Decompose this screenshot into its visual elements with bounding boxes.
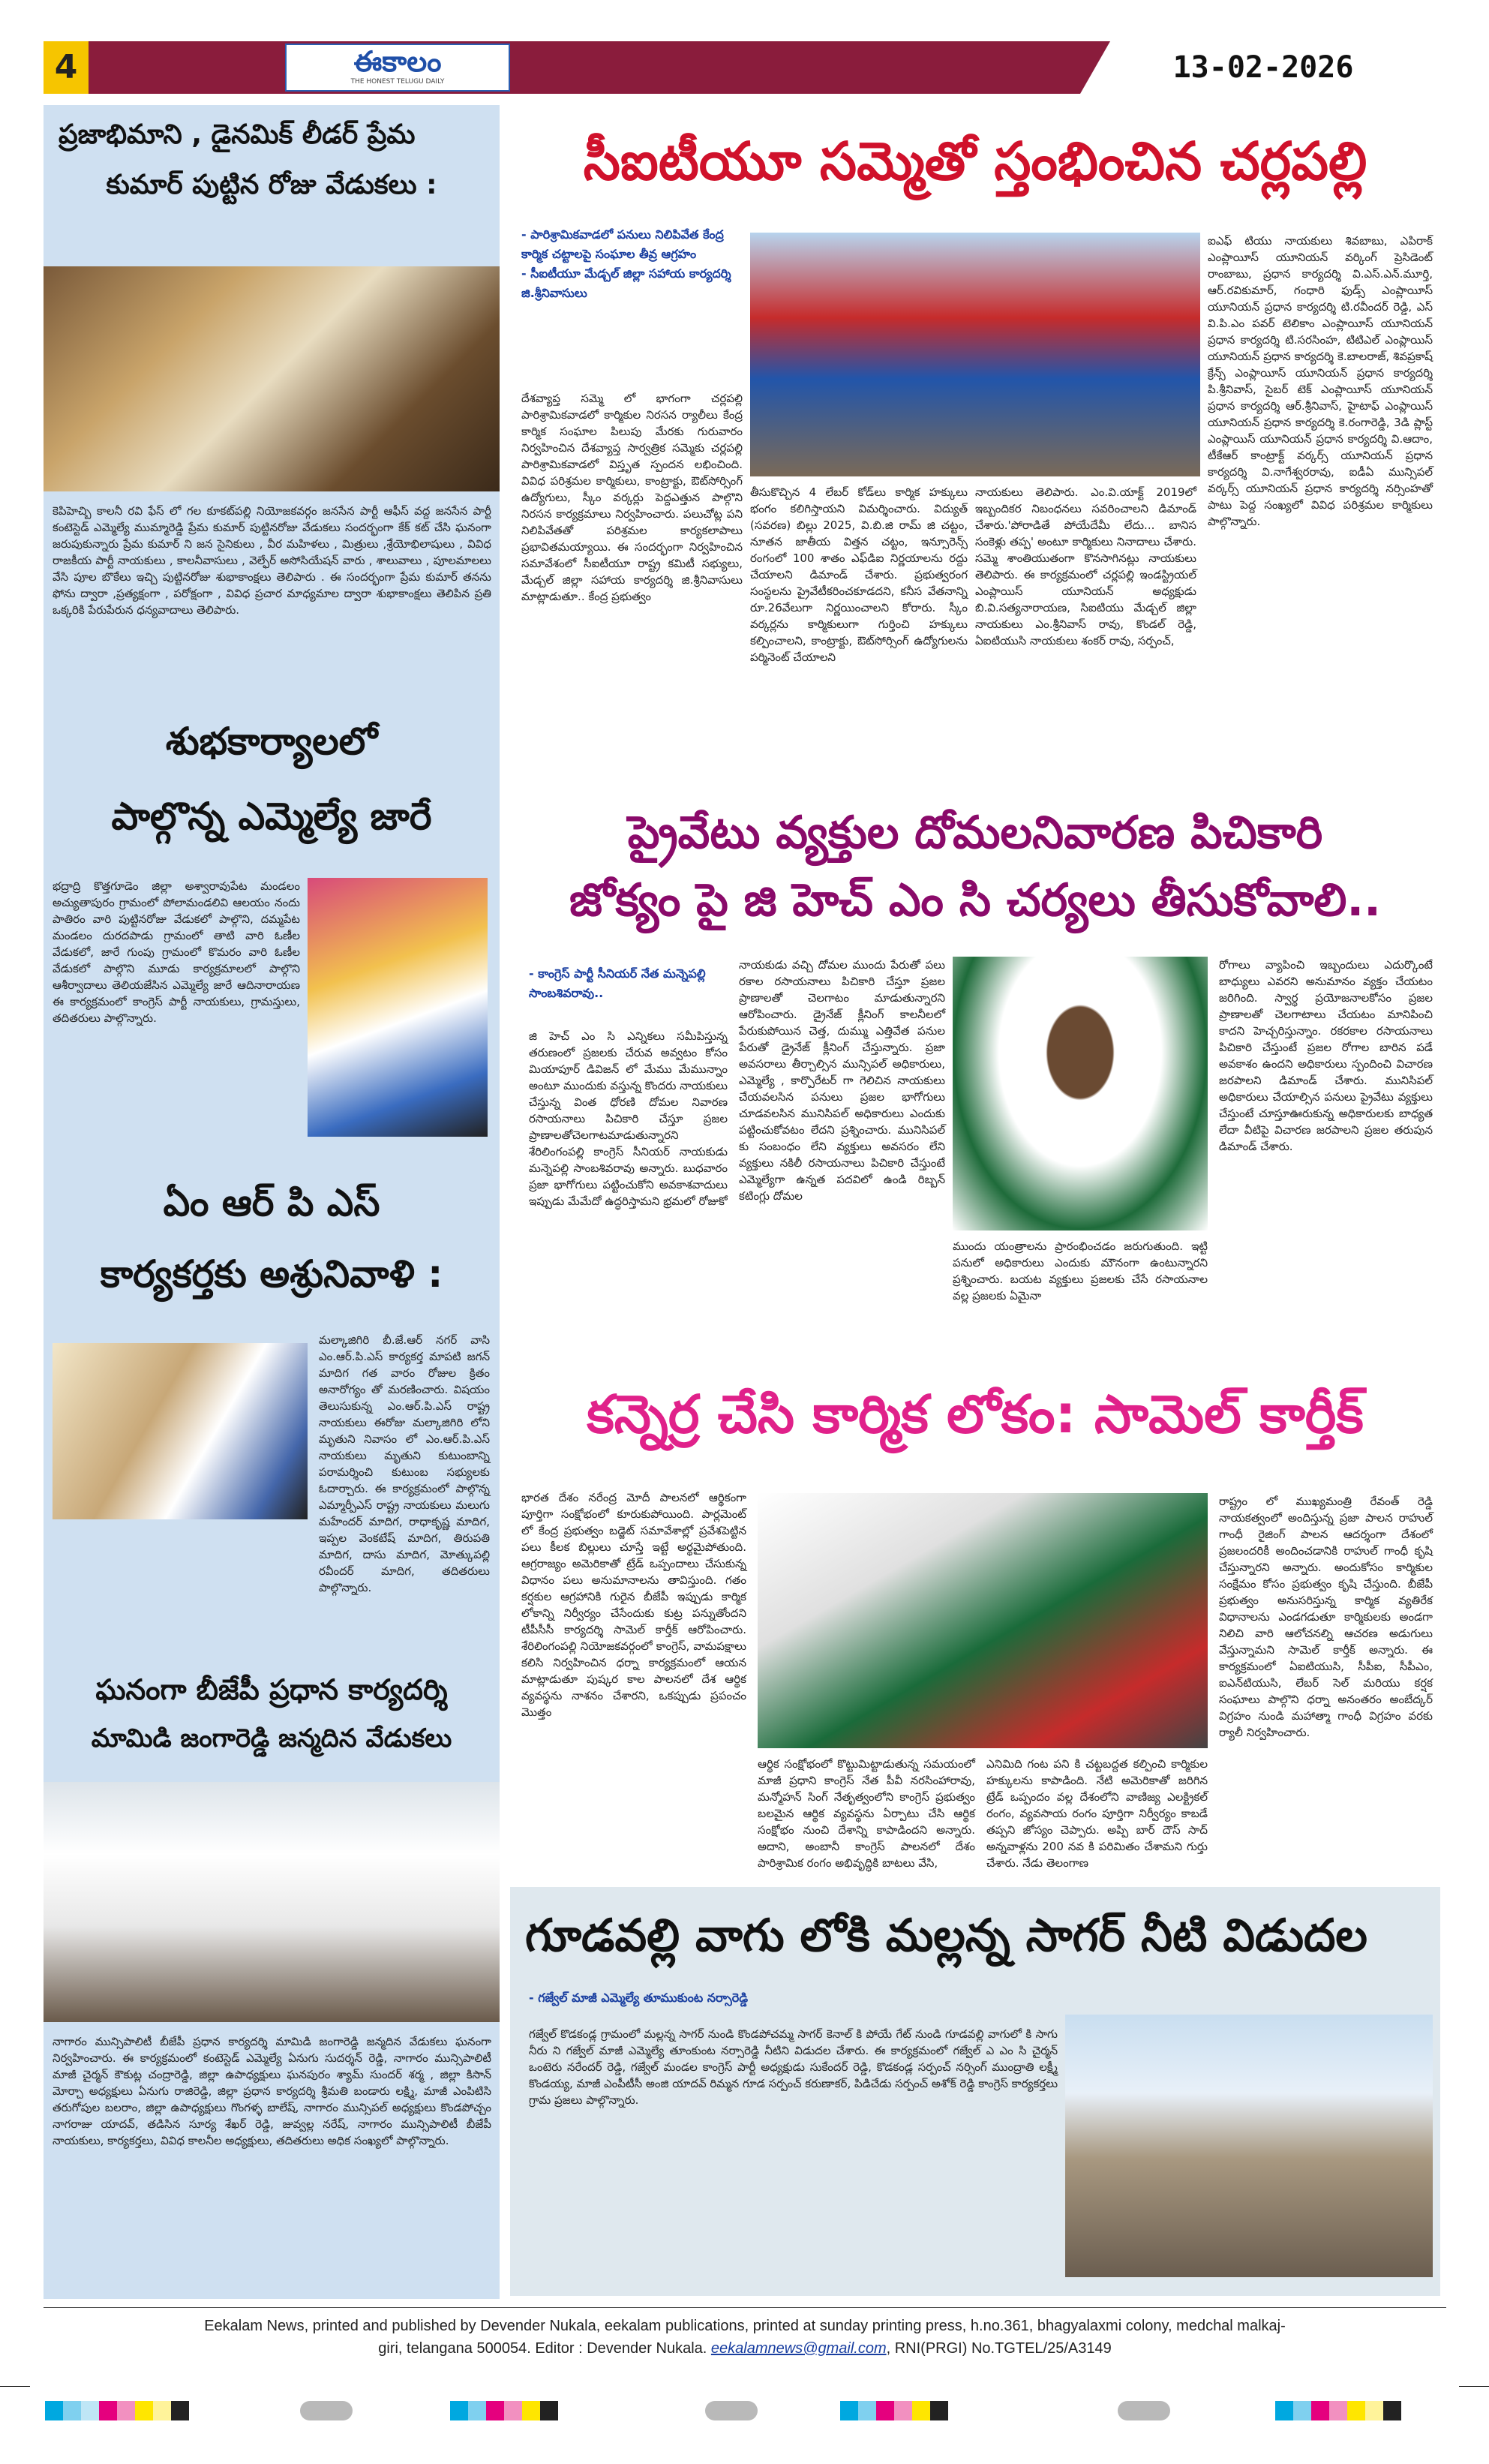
issue-date: 13-02-2026	[1080, 41, 1446, 94]
main-story4-headline: గూడవల్లి వాగు లోకి మల్లన్న సాగర్ నీటి విడుదల	[525, 1910, 1367, 1962]
main-story1-photo	[750, 233, 1200, 476]
main-story1-bullet-2: - సీఐటీయూ మేడ్చల్ జిల్లా సహాయ కార్యదర్శి జి.శ్రీనివాసులు	[521, 264, 746, 303]
main-story2-headline-1: ప్రైవేటు వ్యక్తుల దోమలనివారణ పిచికారి	[627, 807, 1323, 859]
main-story2-headline-2: జోక్యం పై జి హెచ్ ఎం సి చర్యలు తీసుకోవాలి..	[569, 874, 1381, 927]
sidebar-story2-headline-2: పాల్గొన్న ఎమ్మెల్యే జారే	[111, 795, 432, 838]
color-bar-mid-1	[450, 2401, 558, 2420]
logo-text: ఈకాలం	[353, 45, 442, 78]
sidebar-story3-headline-2: కార్యకర్తకు అశ్రునివాళి :	[100, 1252, 443, 1296]
main-story2-portrait	[953, 957, 1208, 1230]
imprint-line-1: Eekalam News, printed and published by Devender Nukala, eekalam publications, printed at sunday printing press, h.no.361, bhagyalaxmi colony, medchal malkaj-	[204, 2318, 1286, 2334]
main-story1-headline: సీఐటీయూ సమ్మెతో స్తంభించిన చర్లపల్లి	[583, 131, 1367, 192]
main-story1-col3: నాయకులు తెలిపారు. ఎం.వి.యాక్ట్ 2019లో ఇబ్బందికర నిబంధనలు సవరించాలని డిమాండ్ చేశారు.'పోరాడితే పోయేదేమీ లేదు... బానిస సంకెళ్లు తప్ప' అంటూ కార్మికులు నినాదాలు చేశారు. సమ్మె శాంతియుతంగా కొనసాగినట్లు నాయకులు తెలిపారు. ఈ కార్యక్రమంలో చర్లపల్లి ఇండస్ట్రియల్ ఎంప్లాయిస్ యూనియన్ అధ్యక్షుడు బి.వి.సత్యనారాయణ, సిఐటియు మేడ్చల్ జిల్లా నాయకులు ఎం.శ్రీనివాస్ రావు, కొండల్ రెడ్డి, ఏఐటియుసి నాయకులు శంకర్ రావు, సర్పంచ్,	[975, 485, 1196, 648]
main-story3-col4: రాష్ట్రం లో ముఖ్యమంత్రి రేవంత్ రెడ్డి నాయకత్వంలో అందిస్తున్న ప్రజా పాలన రాహుల్ గాంధీ రైజింగ్ పాలన ఆదర్శంగా దేశంలో ప్రజలందరికీ అందించడానికి రాహుల్ గాంధీ కృషి చేస్తున్నారని అన్నారు. అందుకోసం కార్మికుల సంక్షేమం కోసం ప్రభుత్వం కృషి చేస్తుంది. బీజేపీ ప్రభుత్వం అనుసరిస్తున్న కార్మిక వ్యతిరేక విధానాలను ఎండగడుతూ కార్మికులకు అండగా నిలిచి వారి ఆలోచనల్ని ఆచరణ అడుగులు వేస్తున్నామని సామెల్ కార్తీక్ అన్నారు. ఈ కార్యక్రమంలో ఏఐటియుసి, సీపీఐ, సీపీఎం, ఐఎన్‌టియుసి, లేబర్ సెల్ మరియు కర్షక సంఘాలు పాల్గొని ధర్నా అనంతరం అంబేద్కర్ విగ్రహం నుండి మహాత్మా గాంధీ విగ్రహం వరకు ర్యాలీ నిర్వహించారు.	[1219, 1495, 1433, 1739]
newspaper-logo	[285, 44, 510, 92]
sidebar-story1-photo	[44, 266, 500, 491]
logo-tagline: THE HONEST TELUGU DAILY	[350, 78, 445, 86]
crop-mark-right	[1459, 2386, 1489, 2387]
color-bar-left	[45, 2401, 189, 2420]
sidebar-story4-headline-2: మామిడి జంగారెడ్డి జన్మదిన వేడుకలు	[91, 1723, 452, 1753]
main-story1-col4: ఐఎఫ్ టియు నాయకులు శివబాబు, ఎపిరాక్ ఎంప్లాయీస్ యూనియన్ వర్కింగ్ ప్రెసిడెంట్ రాంబాబు, ప్రధాన కార్యదర్శి వి.ఎస్.ఎన్.మూర్తి, ఆర్.రవికుమార్, గంధారి ఫుడ్స్ ఎంప్లాయీస్ యూనియన్ ప్రధాన కార్యదర్శి టి.రవీందర్ రెడ్డి, ఎస్ వి.పి.ఎం పవర్ టెలికాం ఎంప్లాయీస్ యూనియన్ ప్రధాన కార్యదర్శి టి.సరసింహ, టిటిఎల్ ఎంప్లాయిస్ యూనియన్ ప్రధాన కార్యదర్శి కె.బాలరాజ్, శివప్రకాష్ క్రేన్స్ ఎంప్లాయీస్ యూనియన్ ప్రధాన కార్యదర్శి పి.శ్రీనివాస్, సైబర్ టెక్ ఎంప్లాయీస్ యూనియన్ ప్రధాన కార్యదర్శి ఆర్.శ్రీనివాస్, హైటాఫ్ ఎంప్లాయిస్ యూనియన్ ప్రధాన కార్యదర్శి కె.రంగారెడ్డి, 3డి ప్లాస్ట్ ఎంప్లాయిస్ యూనియన్ ప్రధాన కార్యదర్శి వి.ఆదాం, టీకేఆర్ కాంట్రాక్ట్ వర్కర్స్ యూనియన్ ప్రధాన కార్యదర్శి వి.నాగేశ్వరరావు, ఐడీఏ మున్సిపల్ వర్కర్స్ యూనియన్ ప్రధాన కార్యదర్శి నర్సింహతో పాటు పెద్ద సంఖ్యలో వివిధ పరిశ్రమల కార్మికులు పాల్గొన్నారు.	[1208, 234, 1433, 528]
page-number: 4	[44, 41, 89, 94]
imprint-line-2-start: giri, telangana 500054. Editor : Devender Nukala.	[378, 2340, 707, 2357]
sidebar-story4-headline-1: ఘనంగా బీజేపీ ప్రధాన కార్యదర్శి	[95, 1673, 448, 1706]
color-bar-right	[1275, 2401, 1401, 2420]
main-story2-col1: జి హెచ్ ఎం సి ఎన్నికలు సమీపిస్తున్న తరుణంలో ప్రజలకు చేరువ అవ్వటం కోసం మియాపూర్ డివిజన్ లో మేము మేమున్నాం అంటూ ముందుకు వస్తున్న కొందరు నాయకులు చేస్తున్న వింత ధోరణి దోమల నివారణ రసాయనాలు పిచికారి చేస్తూ ప్రజల ప్రాణాలతోచెలగాటమాడుతున్నారని శేరిలింగంపల్లి కాంగ్రెస్ సీనియర్ నాయకుడు మన్నెపల్లి సాంబశివరావు అన్నారు. బుధవారం ప్రజా భాగోగులు పట్టించుకోని అవకాశవాదులు ఇప్పుడు మేమేదో ఉద్ధరిస్తామని భ్రమలో రోజుకో	[529, 1029, 728, 1208]
sidebar-story2-body: భద్రాద్రి కొత్తగూడెం జిల్లా అశ్వారావుపేట మండలం అచ్యుతాపురం గ్రామంలో పోలామండలివి ఆలయం నందు పాతిరం వారి పుట్టినరోజు వేడుకలో పాల్గొని, దమ్మపేట మండలం దురదపాడు గ్రామంలో తాటి వారి ఓణీల వేడుకలో, జారే గుంపు గ్రామంలో కొమరం వారి ఓణీల వేడుకలో పాల్గొని మూడు కార్యక్రమాలలో పాల్గొని ఆశీర్వాదాలు తెలియజేసిన ఎమ్మెల్యే జారే ఆదినారాయణ ఈ కార్యక్రమంలో కాంగ్రెస్ పార్టీ నాయకులు, గ్రామస్తులు, తదితరులు పాల్గొన్నారు.	[53, 879, 300, 1025]
main-story3-photo	[758, 1493, 1208, 1748]
main-story3-col2: ఆర్థిక సంక్షోభంలో కొట్టుమిట్టాడుతున్న సమయంలో మాజీ ప్రధాని కాంగ్రెస్ నేత పీవీ నరసింహారావు, మన్మోహన్ సింగ్ నేతృత్వంలోని కాంగ్రెస్ ప్రభుత్వం బలమైన ఆర్థిక వ్యవస్థను ఏర్పాటు చేసి ఆర్థిక సంక్షోభం నుంచి దేశాన్ని కాపాడిందని అన్నారు. అదాని, అంబానీ కాంగ్రెస్ పాలనలో దేశం పారిశ్రామిక రంగం అభివృద్ధికి బాటలు వేసి,	[758, 1757, 975, 1870]
main-story3-headline: కన్నెర్ర చేసి కార్మిక లోకం: సామెల్ కార్తీక్	[587, 1384, 1364, 1445]
sidebar-story1-headline-1: ప్రజాభిమాని , డైనమిక్ లీడర్ ప్రేమ	[59, 119, 416, 150]
sidebar-story4-body: నాగారం మున్సిపాలిటీ బీజేపీ ప్రధాన కార్యదర్శి మామిడి జంగారెడ్డి జన్మదిన వేడుకలు ఘనంగా నిర్వహించారు. ఈ కార్యక్రమంలో కంటెస్టెడ్ ఎమ్మెల్యే ఏనుగు సుదర్శన్ రెడ్డి, నాగారం మున్సిపాలిటీ మాజీ చైర్మన్ కౌకుట్ల చంద్రారెడ్డి, జిల్లా ఉపాధ్యక్షులు ఘనపురం శ్యామ్ సుందర్ శర్మ , జిల్లా కిసాన్ మోర్చా అధ్యక్షులు ఏనుగు రాజిరెడ్డి, జిల్లా ప్రధాన కార్యదర్శి శ్రీమతి బండారు లక్ష్మి, మాజీ ఎంపిటిసి తరుగోపుల బలరాం, జిల్లా ఉపాధ్యక్షులు గొంగళ్ళ బాలేష్, నాగారం మున్సిపల్ అధ్యక్షులు కొండపోచ్చం నాగరాజు యాదవ్, తడిసిన సూర్య శేఖర్ రెడ్డి, జువ్వల్ల నరేష్, నాగారం మున్సిపాలిటీ బీజేపీ నాయకులు, కార్యకర్తలు, వివిధ కాలనీల అధ్యక్షులు, తదితరులు అధిక సంఖ్యలో పాల్గొన్నారు.	[53, 2035, 491, 2147]
main-story2-col2: నాయకుడు వచ్చి దోమల ముందు పేరుతో పలు రకాల రసాయనాలు పిచికారి చేస్తూ ప్రజల ప్రాణాలతో చెలగాటం మాడుతున్నారని ఆరోపించారు. డ్రైనేజ్ క్లీనింగ్ కాలనీలలో పేరుకుపోయిన చెత్త, దుమ్ము ఎత్తివేత పనుల పేరుతో డ్రైనేజ్ క్లీనింగ్ చేస్తున్నారు. ప్రజా అవసరాలు తీర్చాల్సిన మున్సిపల్ అధికారులు, ఎమ్మెల్యే , కార్పొరేటర్ గా గెలిచిన నాయకులు చేయవలసిన పనులు ప్రజల భాగోగులు చూడవలసిన మునిసిపల్ అధికారులు ఎందుకు పట్టించుకోవటం లేదని ప్రశ్నించారు. మునిసిపల్ కు సంబంధం లేని వ్యక్తులు అవసరం లేని వ్యక్తులు నకిలీ రసాయనాలు పిచికారి చేస్తుంటే ఎమ్మెల్యేగా ఉన్నత పదవిలో ఉండి రిబ్బన్ కటింగ్లు దోమల	[739, 958, 945, 1203]
imprint-line-2	[44, 2337, 1446, 2360]
footer-rule	[44, 2307, 1446, 2308]
main-story1-col1: దేశవ్యాప్త సమ్మె లో భాగంగా చర్లపల్లి పారిశ్రామికవాడలో కార్మికుల నిరసన ర్యాలీలు కేంద్ర కార్మిక సంఘాల పిలుపు మేరకు గురువారం నిర్వహించిన దేశవ్యాప్త సార్వత్రిక సమ్మెకు చర్లపల్లి పారిశ్రామికవాడలో విస్తృత స్పందన లభించింది. వివిధ పరిశ్రమల కార్మికులు, కాంట్రాక్టు, ఔట్‌సోర్సింగ్ ఉద్యోగులు, స్కీం వర్కర్లు పెద్దఎత్తున పాల్గొని నిరసన కార్యక్రమాలు నిర్వహించారు. పలుచోట్ల పని నిలిపివేతతో పరిశ్రమల కార్యకలాపాలు ప్రభావితమయ్యాయి. ఈ సందర్భంగా నిర్వహించిన సమావేశంలో సీఐటీయూ రాష్ట్ర కమిటీ సభ్యులు, మేడ్చల్ జిల్లా సహాయ కార్యదర్శి జి.శ్రీనివాసులు మాట్లాడుతూ.. కేంద్ర ప్రభుత్వం	[521, 392, 743, 603]
registration-pill-3	[1118, 2401, 1170, 2420]
main-story2-byline: - కాంగ్రెస్ పార్టీ సీనియర్ నేత మన్నెపల్లి సాంబశివరావు..	[529, 966, 706, 1000]
main-story3-col1: భారత దేశం నరేంద్ర మోదీ పాలనలో ఆర్థికంగా పూర్తిగా సంక్షోభంలో కూరుకుపోయింది. పార్లమెంట్ లో కేంద్ర ప్రభుత్వం బడ్జెట్ సమావేశాల్లో ప్రవేశపెట్టిన పలు కీలక బిల్లులు చూస్తే ఇట్టే అర్థమైపోతుంది. ఆగ్రరాజ్యం అమెరికాతో ట్రేడ్ ఒప్పందాలు చేసుకున్న విధానం పలు అనుమానాలను తావిస్తుంది. గతం కర్షకుల ఆగ్రహానికి గురైన బీజేపీ ఇప్పుడు కార్మిక లోకాన్ని నిర్వీర్యం చేసేందుకు కుట్ర పన్నుతోందని టీపీసీసీ కార్యదర్శి సామెల్ కార్తీక్ ఆరోపించారు. శేరిలింగంపల్లి నియోజకవర్గంలో కాంగ్రెస్, వామపక్షాలు కలిసి నిర్వహించిన ధర్నా కార్యక్రమంలో ఆయన మాట్లాడుతూ పుష్కర కాల పాలనలో దేశ ఆర్థిక వ్యవస్థను నాశనం చేశారని, ఒకప్పుడు ప్రపంచం మొత్తం	[521, 1491, 746, 1719]
sidebar-story3-headline-1: ఏం ఆర్ పి ఎస్	[163, 1181, 380, 1224]
main-story1-bullets	[521, 225, 746, 303]
main-story3-col3: ఎనిమిది గంట పని కి చట్టబద్దత కల్పించి కార్మికుల హక్కులను కాపాడింది. నేటి అమెరికాతో జరిగిన ట్రేడ్ ఒప్పందం వల్ల దేశంలోని వాణిజ్య ఎలక్ట్రికల్ రంగం, వ్యవసాయ రంగం పూర్తిగా నిర్వీర్యం కాబడే తప్పని జోస్యం చెప్పారు. అప్పి బార్ దౌస్ సాద్ అన్నవాళ్లను 200 నవ కి పరిమితం చేశామని గుర్తు చేశారు. నేడు తెలంగాణ	[986, 1757, 1208, 1870]
sidebar-story1-body: కెపిహెచ్బి కాలనీ రవి ఫేస్ లో గల కూకట్‌పల్లి నియోజకవర్గం జనసేన పార్టీ ఆఫీస్ వద్ద జనసేన పార్టీ కంటెస్టెడ్ ఎమ్మెల్యే ముమ్మారెడ్డి ప్రేమ కుమార్ పుట్టినరోజు వేడుకలు సందర్భంగా కేక్ కట్ చేసి ఘనంగా జరుపుకున్నారు ప్రేమ కుమార్ ని జన సైనికులు , వీర మహిళలు , మిత్రులు ,శ్రేయోభిలాషులు , వివిధ రాజకీయ పార్టీ నాయకులు , కాలనీవాసులు , వెల్ఫేర్ అసోసియేషన్ వారు , శాలువాలు , పూలమాలలు వేసి పూల బొకేలు ఇచ్చి పుట్టినరోజు శుభాకాంక్షలు తెలిపారు . ఈ సందర్భంగా ప్రేమ కుమార్ తనను ఫోను ద్వారా ,ప్రత్యక్షంగా , పరోక్షంగా , వివిధ ప్రచార మాధ్యమాల ద్వారా శుభాకాంక్షలు తెలిపిన ప్రతి ఒక్కరికి పేరుపేరున ధన్యవాదాలు తెలిపారు.	[53, 504, 491, 617]
email-link[interactable]: eekalamnews@gmail.com	[710, 2340, 887, 2357]
sidebar-story3-photo	[53, 1343, 308, 1519]
main-story1-bullet-1: - పారిశ్రామికవాడలో పనులు నిలిపివేత కేంద్ర కార్మిక చట్టాలపై సంఘాల తీవ్ర ఆగ్రహం	[521, 225, 746, 264]
imprint-line-2-end: , RNI(PRGI) No.TGTEL/25/A3149	[886, 2340, 1112, 2357]
sidebar-story1-headline-2: కుమార్ పుట్టిన రోజు వేడుకలు :	[106, 170, 437, 200]
sidebar-story4-photo	[44, 1782, 500, 2022]
color-bar-mid-2	[840, 2401, 948, 2420]
main-story2-col4: రోగాలు వ్యాపించి ఇబ్బందులు ఎదుర్కొంటే బాధ్యులు ఎవరని అనుమానం వ్యక్తం చేయటం జరిగింది. స్వార్థ ప్రయోజనాలకోసం ప్రజల ప్రాణాలతో చెలగాటాలు చేయటం మానిపించి కాదని హెచ్చరిస్తున్నాం. రకరకాల రసాయనాలు పిచికారి చేస్తుంటే ప్రజల రోగాల బారిన పడే అవకాశం ఉందని అధికారులు స్పందించి విచారణ జరపాలని డిమాండ్ చేశారు. మునిసిపల్ అధికారులు చేయాల్సిన పనులు ప్రైవేటు వ్యక్తులు చేస్తుంటే చూస్తూఊరుకున్న అధికారులకు బాధ్యత లేదా వీటిపై విచారణ జరపాలని ప్రజల తరుపున డిమాండ్ చేశారు.	[1219, 958, 1433, 1153]
main-story4-photo	[1065, 2015, 1433, 2277]
sidebar-story3-body: మల్కాజిగిరి బీ.జే.ఆర్ నగర్ వాసి ఎం.ఆర్.పి.ఎస్ కార్యకర్త మాపటి జగన్ మాదిగ గత వారం రోజుల క్రితం అనారోగ్యం తో మరణించారు. విషయం తెలుసుకున్న ఎం.ఆర్.పి.ఎస్ రాష్ట్ర నాయకులు ఈరోజు మల్కాజిగిరి లోని మృతుని నివాసం లో ఎం.ఆర్.పి.ఎస్ నాయకులు మృతుని కుటుంబాన్ని పరామర్శించి కుటుంబ సభ్యులకు ఓదార్చారు. ఈ కార్యక్రమంలో పాల్గొన్న ఎమ్మార్పీఎస్ రాష్ట్ర నాయకులు మలుగు మహేందర్ మాదిగ, రాధాకృష్ణ మాదిగ, ఇప్పల వెంకటేష్ మాదిగ, తిరుపతి మాదిగ, దాసు మాదిగ, మోత్కుపల్లి రవీందర్ మాదిగ, తదితరులు పాల్గొన్నారు.	[319, 1333, 490, 1594]
sidebar-story2-headline-1: శుభకార్యాలలో	[165, 720, 378, 763]
main-story1-col2: తీసుకొచ్చిన 4 లేబర్ కోడ్‌లు కార్మిక హక్కులు భంగం కలిగిస్తాయని విమర్శించారు. విద్యుత్ (సవరణ) బిల్లు 2025, వి.బి.జి రామ్ జి చట్టం, నూతన జాతీయ విత్తన చట్టం, ఇన్సూరెన్స్ రంగంలో 100 శాతం ఎఫ్‌డిఐ నిర్ణయాలను రద్దు చేయాలని డిమాండ్ చేశారు. ప్రభుత్వరంగ సంస్థలను ప్రైవేటీకరించకూడదని, కనీస వేతనాన్ని రూ.26వేలుగా నిర్ణయించాలని కోరారు. స్కీం వర్కర్లను కార్మికులుగా గుర్తించి హక్కులు కల్పించాలని, కాంట్రాక్టు, ఔట్‌సోర్సింగ్ ఉద్యోగులను పర్మినెంట్ చేయాలని	[750, 485, 968, 664]
registration-pill-1	[300, 2401, 353, 2420]
imprint-footer	[44, 2315, 1446, 2360]
sidebar-story2-photo	[308, 878, 488, 1137]
crop-mark-left	[0, 2386, 30, 2387]
main-story4-body: గజ్వేల్ కొడకండ్ల గ్రామంలో మల్లన్న సాగర్ నుండి కొండపోచమ్మ సాగర్ కెనాల్ కి పోయే గేట్ నుండి గూడవల్లి వాగులో కి సాగు నీరు ని గజ్వేల్ మాజీ ఎమ్మెల్యే తూంకుంట నర్సారెడ్డి నీటిని విడుదల చేశారు. ఈ కార్యక్రమంలో గజ్వేల్ ఎ ఎం సి చైర్మన్ ఒంటెరు నరేందర్ రెడ్డి, గజ్వేల్ మండల కాంగ్రెస్ పార్టీ అధ్యక్షుడు సుకేందర్ రెడ్డి, కొడకండ్ల సర్పంచ్ నర్సింగ్ ముంద్రాతి లక్ష్మీ కొండయ్య, మాజీ ఎంపీటీసీ అంజి యాదవ్ రిమ్మన గూడ సర్పంచ్ కరుణాకర్, పిడిచేడు సర్పంచ్ అశోక్ రెడ్డి కాంగ్రెస్ కార్యకర్తలు గ్రామ ప్రజలు పాల్గొన్నారు.	[529, 2027, 1058, 2107]
main-story2-col3: ముందు యంత్రాలను ప్రారంభించడం జరుగుతుంది. ఇట్టి పనులో అధికారులు ఎందుకు మౌనంగా ఉంటున్నారని ప్రశ్నించారు. బయట వ్యక్తులు ప్రజలకు చేసే రసాయనాల వల్ల ప్రజలకు ఏమైనా	[953, 1240, 1208, 1303]
registration-pill-2	[705, 2401, 758, 2420]
main-story4-byline: - గజ్వేల్ మాజీ ఎమ్మెల్యే తూముకుంట నర్సారెడ్డి	[529, 1991, 749, 2005]
